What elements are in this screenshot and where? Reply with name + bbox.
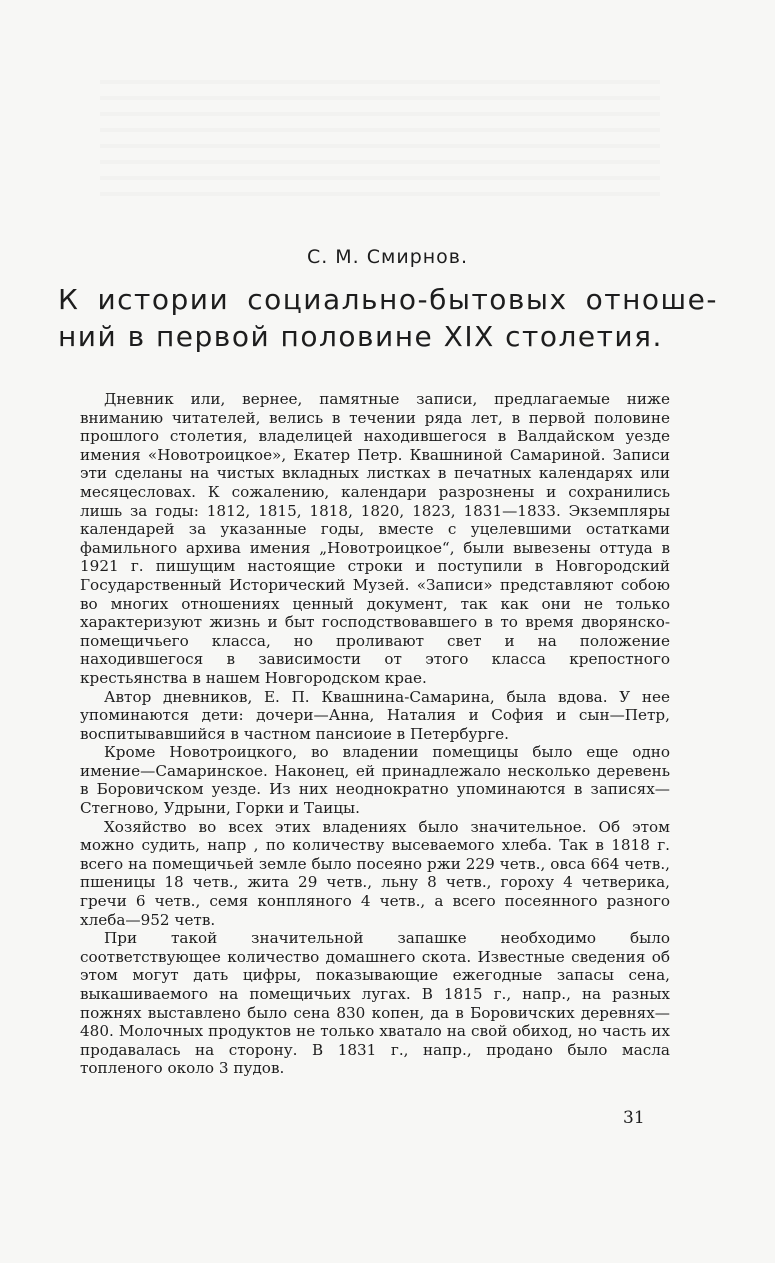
paragraph: Хозяйство во всех этих владениях было значительное. Об этом можно судить, напр , по количеству высеваемого хлеба. Так в 1818 г. всего на помещичьей земле было посеяно ржи 229 четв., овса 664 четв., пшеницы 18 четв., жита 29 четв., льну 8 четв., гороху 4 четверика, гречи 6 четв., семя конпляного 4 четв., а всего посеянного разного хлеба—952 четв. — [80, 817, 670, 929]
paragraph: Автор дневников, Е. П. Квашнина-Самарина, была вдова. У нее упоминаются дети: дочери—Анна, Наталия и София и сын—Петр, воспитывавшийся в частном пансиоие в Петербурге. — [80, 687, 670, 743]
article-title — [58, 281, 718, 355]
article-body — [80, 390, 670, 1078]
title-line-1: К истории социально-бытовых отноше- — [58, 283, 718, 316]
title-line-2: ний в первой половине XIX столетия. — [58, 320, 663, 353]
paragraph: Кроме Новотроицкого, во владении помещицы было еще одно имение—Самаринское. Наконец, ей принадлежало несколько деревень в Боровичском уезде. Из них неоднократно упоминаются в записях—Стегново, Удрыни, Горки и Таицы. — [80, 743, 670, 818]
author-name: С. М. Смирнов. — [306, 246, 469, 268]
paragraph: При такой значительной запашке необходимо было соответствующее количество домашнего скота. Известные сведения об этом могут дать цифры, показывающие ежегодные запасы сена, выкашиваемого на помещичьих лугах. В 1815 г., напр., на разных пожнях выставлено было сена 830 копен, да в Боровичских деревнях—480. Молочных продуктов не только хватало на свой обиход, но часть их продавалась на сторону. В 1831 г., напр., продано было масла топленого около 3 пудов. — [80, 929, 670, 1078]
paragraph: Дневник или, вернее, памятные записи, предлагаемые ниже вниманию читателей, велись в течении ряда лет, в первой половине прошлого столетия, владелицей находившегося в Валдайском уезде имения «Новотроицкое», Екатер Петр. Квашниной Самариной. Записи эти сделаны на чистых вкладных листках в печатных календарях или месяцесловах. К сожалению, календари разрознены и сохранились лишь за годы: 1812, 1815, 1818, 1820, 1823, 1831—1833. Экземпляры календарей за указанные годы, вместе с уцелевшими остатками фамильного архива имения „Новотроицкое“, были вывезены оттуда в 1921 г. пишущим настоящие строки и поступили в Новгородский Государственный Исторический Музей. «Записи» представляют собою во многих отношениях ценный документ, так как они не только характеризуют жизнь и быт господствовавшего в то время дворянско-помещичьего класса, но проливают свет и на положение находившегося в зависимости от этого класса крепостного крестьянства в нашем Новгородском крае. — [80, 390, 670, 687]
bleed-through-shadow — [100, 80, 660, 200]
page-number: 31 — [623, 1108, 645, 1128]
